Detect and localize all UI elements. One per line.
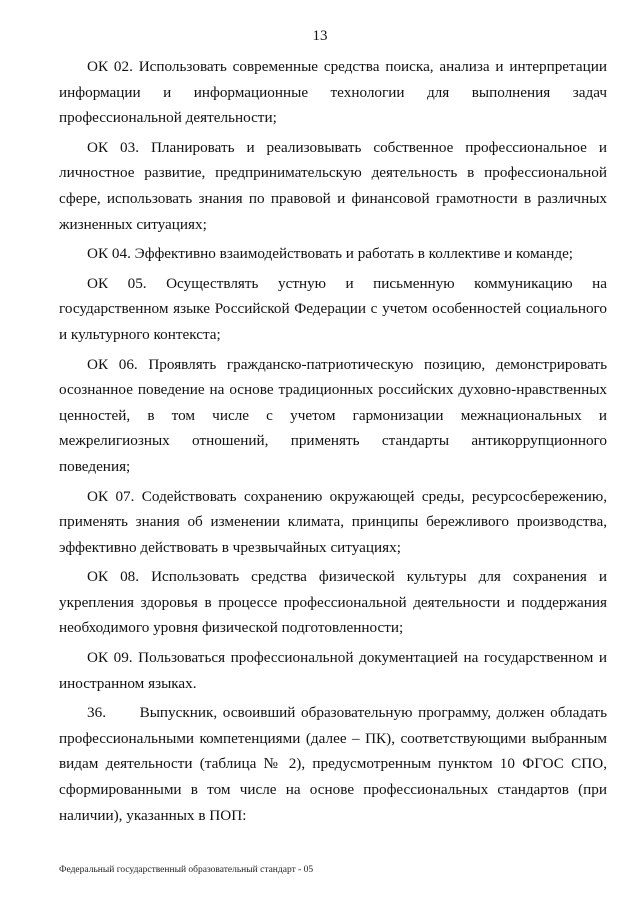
paragraph-ok04: ОК 04. Эффективно взаимодействовать и работать в коллективе и команде; xyxy=(87,245,574,263)
document-body xyxy=(59,54,611,832)
paragraph-ok02: ОК 02. Использовать современные средства поиска, анализа и интерпретации информации и информационные технологии для выполнения задач профессиональной деятельности; xyxy=(59,58,607,127)
footer-text: Федеральный государственный образовательный стандарт - 05 xyxy=(59,865,314,875)
paragraph-ok06: ОК 06. Проявлять гражданско-патриотическую позицию, демонстрировать осознанное поведение на основе традиционных российских духовно-нравственных ценностей, в том числе с учетом гармонизации межнациональных и межрелигиозных отношений, применять стандарты антикоррупционного поведения; xyxy=(59,355,607,475)
page-number: 13 xyxy=(312,28,328,44)
paragraph-ok05: ОК 05. Осуществлять устную и письменную коммуникацию на государственном языке Российской Федерации с учетом особенностей социального и культурного контекста; xyxy=(59,274,607,343)
paragraph-ok03: ОК 03. Планировать и реализовывать собственное профессиональное и личностное развитие, предпринимательскую деятельность в профессиональной сфере, использовать знания по правовой и финансовой грамотности в различных жизненных ситуациях; xyxy=(59,138,607,233)
paragraph-ok09: ОК 09. Пользоваться профессиональной документацией на государственном и иностранном языках. xyxy=(59,649,607,692)
paragraph-ok08: ОК 08. Использовать средства физической культуры для сохранения и укрепления здоровья в процессе профессиональной деятельности и поддержания необходимого уровня физической подготовленности; xyxy=(59,568,607,637)
paragraph-36: 36. Выпускник, освоивший образовательную программу, должен обладать профессиональными компетенциями (далее – ПК), соответствующими выбранным видам деятельности (таблица № 2), предусмотренным пунктом 10 ФГОС СПО, сформированными в том числе на основе профессиональных стандартов (при наличии), указанных в ПОП: xyxy=(59,704,611,824)
paragraph-ok07: ОК 07. Содействовать сохранению окружающей среды, ресурсосбережению, применять знания об изменении климата, принципы бережливого производства, эффективно действовать в чрезвычайных ситуациях; xyxy=(59,487,607,556)
